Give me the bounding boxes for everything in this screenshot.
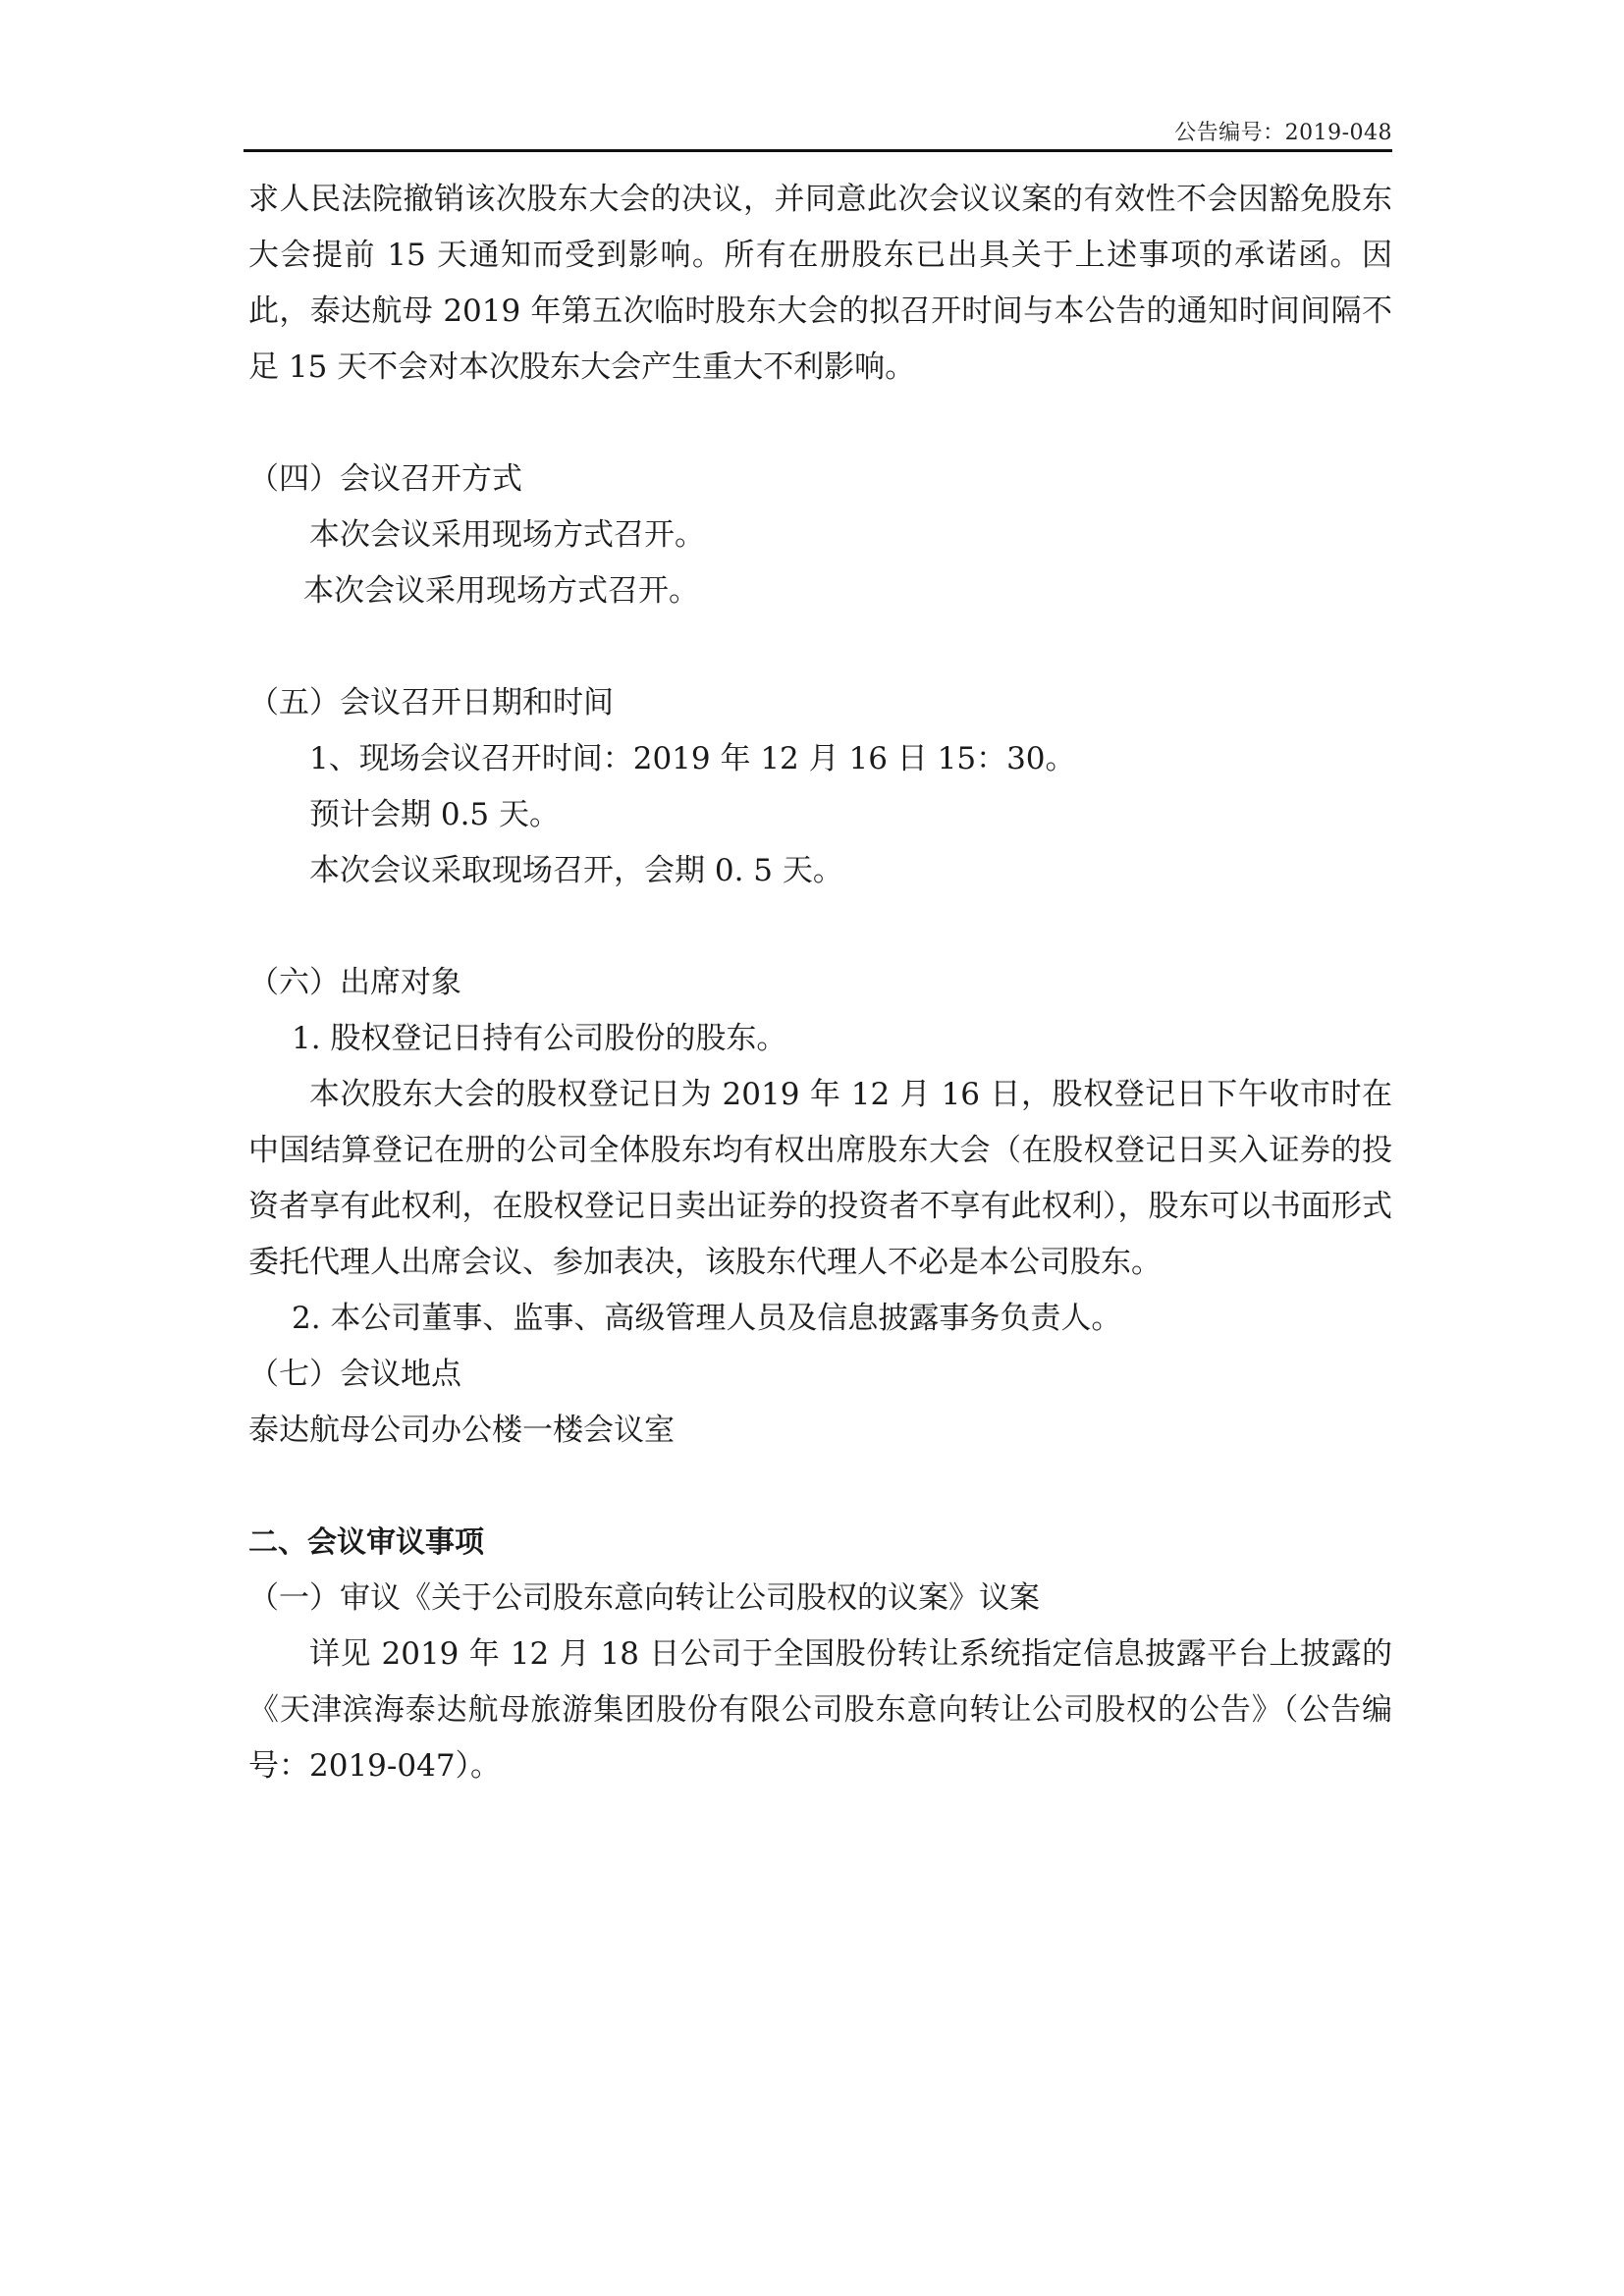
spacer <box>248 396 1392 452</box>
document-body <box>248 172 1392 1794</box>
section-7-title: （七）会议地点 <box>248 1357 461 1392</box>
section-6-paragraph: 本次股东大会的股权登记日为 2019 年 12 月 16 日，股权登记日下午收市时在中国结算登记在册的公司全体股东均有权出席股东大会（在股权登记日买入证券的投资者享有此权利，在股权登记日卖出证券的投资者不享有此权利），股东可以书面形式委托代理人出席会议、参加表决，该股东代理人不必是本公司股东。 <box>248 1077 1392 1280</box>
spacer <box>248 899 1392 955</box>
header-rule <box>244 149 1392 152</box>
continuation-paragraph: 求人民法院撤销该次股东大会的决议，并同意此次会议议案的有效性不会因豁免股东大会提前 15 天通知而受到影响。所有在册股东已出具关于上述事项的承诺函。因此，泰达航母 2019 年第五次临时股东大会的拟召开时间与本公告的通知时间间隔不足 15 天不会对本次股东大会产生重大不利影响。 <box>248 182 1392 385</box>
section-5-line-1: 1、现场会议召开时间：2019 年 12 月 16 日 15：30。 <box>309 741 1076 776</box>
section-5-line-2: 预计会期 0.5 天。 <box>309 797 561 832</box>
section-6-item-2: 2. 本公司董事、监事、高级管理人员及信息披露事务负责人。 <box>292 1301 1122 1336</box>
announcement-number: 公告编号：2019-048 <box>1174 121 1392 145</box>
section-4-line-1: 本次会议采用现场方式召开。 <box>309 517 705 553</box>
section-4-line-2: 本次会议采用现场方式召开。 <box>303 573 699 609</box>
spacer <box>248 1459 1392 1515</box>
part-2-item-1-paragraph: 详见 2019 年 12 月 18 日公司于全国股份转让系统指定信息披露平台上披露的《天津滨海泰达航母旅游集团股份有限公司股东意向转让公司股权的公告》（公告编号：2019-047）。 <box>248 1636 1392 1784</box>
section-6-item-1: 1. 股权登记日持有公司股份的股东。 <box>292 1021 787 1056</box>
section-5-line-3: 本次会议采取现场召开，会期 0. 5 天。 <box>309 853 843 888</box>
section-7-line: 泰达航母公司办公楼一楼会议室 <box>248 1413 675 1448</box>
section-4-title: （四）会议召开方式 <box>248 461 522 497</box>
section-5-title: （五）会议召开日期和时间 <box>248 685 614 721</box>
part-2-item-1-title: （一）审议《关于公司股东意向转让公司股权的议案》议案 <box>248 1580 1040 1616</box>
part-2-title: 二、会议审议事项 <box>248 1525 484 1560</box>
spacer <box>248 619 1392 675</box>
section-6-title: （六）出席对象 <box>248 965 461 1000</box>
